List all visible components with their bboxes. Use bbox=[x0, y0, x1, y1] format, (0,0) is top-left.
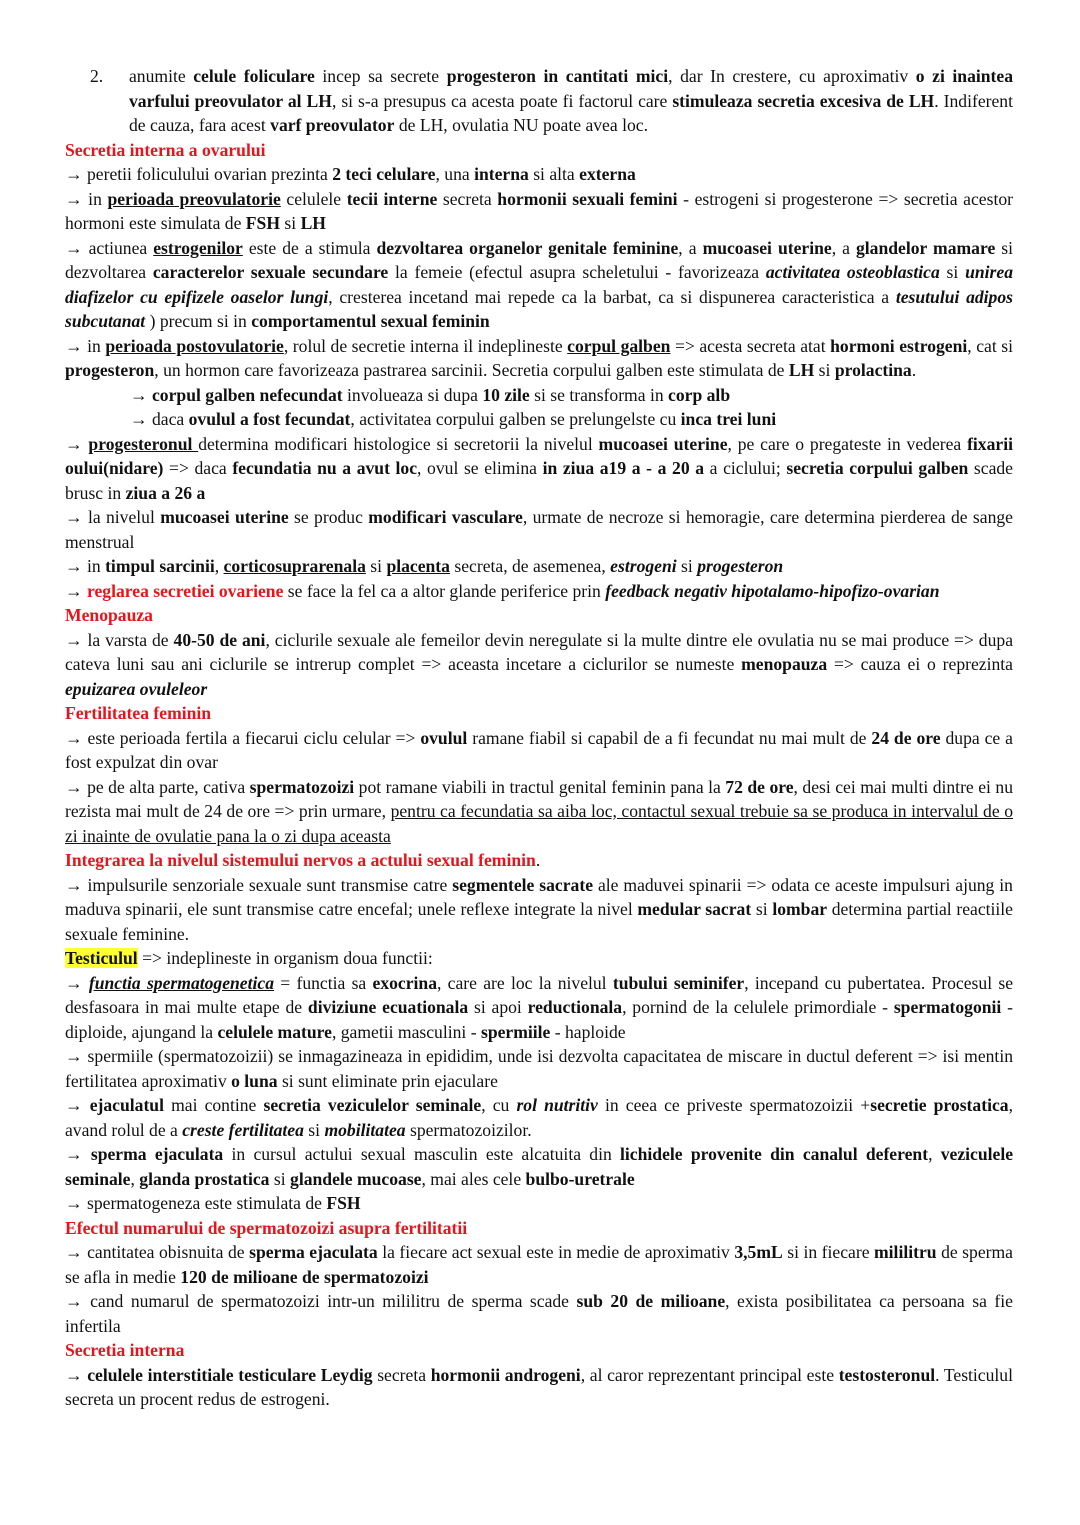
text-run: → cand numarul de spermatozoizi intr-un mililitru de sperma scade bbox=[65, 1291, 577, 1311]
emphasized-text: sperma ejaculata bbox=[90, 1144, 224, 1164]
text-run: => daca bbox=[163, 458, 233, 478]
text-run: , al caror reprezentant principal este bbox=[580, 1364, 839, 1385]
text-run: → este perioada fertila a fiecarui ciclu celular => bbox=[65, 727, 421, 748]
emphasized-text: veziculele seminale bbox=[65, 1144, 1014, 1189]
section-heading bbox=[65, 1216, 1013, 1241]
emphasized-text: spermiile bbox=[480, 1021, 551, 1042]
text-run: → daca bbox=[130, 409, 189, 429]
heading-text: Efectul numarului de spermatozoizi asupra fertilitatii bbox=[65, 1217, 468, 1238]
emphasized-text: bulbo-uretrale bbox=[525, 1168, 635, 1189]
emphasized-text: 120 de milioane de spermatozoizi bbox=[180, 1266, 429, 1287]
emphasized-text: secretie prostatica bbox=[870, 1095, 1009, 1115]
text-run: → bbox=[130, 384, 152, 405]
text-run: → bbox=[65, 972, 89, 993]
text-run: - diploide, ajungand la bbox=[65, 997, 1013, 1042]
emphasized-text: corp alb bbox=[668, 384, 731, 405]
emphasized-text: mililitru bbox=[874, 1242, 937, 1262]
paragraph bbox=[65, 505, 1013, 554]
text-run: incep sa secrete bbox=[314, 66, 447, 86]
emphasized-text: corpul galben bbox=[567, 335, 671, 356]
text-run: de sperma se afla in medie bbox=[65, 1242, 1013, 1287]
text-run: => acesta secreta atat bbox=[670, 335, 831, 356]
paragraph bbox=[65, 187, 1013, 236]
text-run: , a bbox=[831, 237, 856, 258]
emphasized-text: epuizarea ovuleleor bbox=[65, 678, 208, 699]
emphasized-text: glanda prostatica bbox=[139, 1168, 270, 1189]
text-run: , cresterea incetand mai repede ca la barbat, ca si dispunerea caracteristica a bbox=[328, 286, 896, 307]
emphasized-text: hormonii androgeni bbox=[430, 1364, 581, 1385]
emphasized-text: FSH bbox=[326, 1193, 361, 1213]
text-run: , avand rolul de a bbox=[65, 1095, 1013, 1140]
text-run: , urmate de necroze si hemoragie, care determina pierderea de sange menstrual bbox=[65, 507, 1013, 552]
paragraph bbox=[65, 383, 1013, 408]
emphasized-text: o luna bbox=[231, 1070, 278, 1091]
text-run: , cu bbox=[481, 1095, 517, 1115]
text-run: este de a stimula bbox=[242, 237, 377, 258]
text-run: secreta bbox=[372, 1364, 431, 1385]
emphasized-text: corpul galben nefecundat bbox=[152, 384, 343, 405]
emphasized-text: segmentele sacrate bbox=[452, 874, 594, 895]
text-run: mai contine bbox=[163, 1095, 264, 1115]
heading-text: Integrarea la nivelul sistemului nervos a actului sexual feminin bbox=[65, 850, 536, 870]
emphasized-text: varf preovulator bbox=[270, 115, 395, 135]
emphasized-text: testosteronul bbox=[838, 1364, 936, 1385]
numbered-item bbox=[65, 64, 1013, 138]
text-run: , ovul se elimina bbox=[417, 458, 543, 478]
text-run: → spermiile (spermatozoizii) se inmagazineaza in epididim, unde isi dezvolta capacitatea de miscare in ductul deferent => isi mentin fertilitatea aproximativ bbox=[65, 1046, 1013, 1091]
text-run: , dar In crestere, cu aproximativ bbox=[668, 66, 916, 86]
text-run: si apoi bbox=[468, 997, 528, 1017]
emphasized-text: dezvoltarea organelor genitale feminine bbox=[376, 237, 679, 258]
paragraph bbox=[65, 334, 1013, 383]
emphasized-text: ovulul a fost fecundat bbox=[188, 409, 351, 429]
text-run: involueaza si dupa bbox=[342, 384, 483, 405]
text-run: , rolul de secretie interna il indeplineste bbox=[283, 335, 568, 356]
emphasized-text: spermatozoizi bbox=[249, 776, 355, 797]
emphasized-text: fecundatia nu a avut loc bbox=[232, 458, 418, 478]
text-run: => indeplineste in organism doua functii: bbox=[137, 948, 433, 968]
text-run: , un hormon care favorizeaza pastrarea sarcinii. Secretia corpului galben este stimulata de bbox=[154, 360, 789, 380]
emphasized-text: LH bbox=[300, 213, 326, 233]
emphasized-text: tesutului adipos subcutanat bbox=[65, 286, 1013, 331]
paragraph bbox=[65, 432, 1013, 506]
text-run: , gametii masculini - bbox=[331, 1021, 481, 1042]
text-run: . bbox=[535, 850, 541, 870]
heading-text: Secretia interna bbox=[65, 1340, 185, 1360]
paragraph bbox=[65, 579, 1013, 604]
text-run: → in bbox=[65, 188, 108, 209]
text-run: → peretii foliculului ovarian prezinta bbox=[65, 164, 333, 184]
text-run: , pe care o pregateste in vederea bbox=[727, 433, 968, 454]
text-run: determina partial reactiile sexuale feminine. bbox=[65, 899, 1013, 944]
paragraph bbox=[65, 971, 1013, 1045]
paragraph bbox=[65, 1363, 1013, 1412]
emphasized-text: menopauza bbox=[741, 654, 828, 674]
emphasized-text: unirea diafizelor cu epifizele oaselor lungi bbox=[65, 262, 1013, 307]
emphasized-text: celulele interstitiale testiculare Leydig bbox=[87, 1364, 373, 1385]
text-run: anumite bbox=[129, 66, 194, 86]
emphasized-text: ejaculatul bbox=[89, 1095, 164, 1115]
text-run: , care are loc la nivelul bbox=[437, 972, 613, 993]
emphasized-text: medular sacrat bbox=[637, 899, 752, 919]
text-run: → in bbox=[65, 335, 106, 356]
text-run: , ciclurile sexuale ale femeilor devin neregulate si la multe dintre ele ovulatia nu se mai produce => dupa cateva luni sau ani ciclurile se intrerup complet => aceasta incetare a ciclurilor se numeste bbox=[65, 629, 1014, 674]
paragraph bbox=[65, 1240, 1013, 1289]
paragraph bbox=[65, 554, 1013, 579]
text-run: - haploide bbox=[550, 1021, 626, 1042]
emphasized-text: mucoasei uterine bbox=[160, 507, 289, 527]
text-run: , activitatea corpului galben se prelungelste cu bbox=[350, 409, 681, 429]
text-run: scade brusc in bbox=[65, 458, 1013, 503]
emphasized-text: exocrina bbox=[372, 972, 438, 993]
text-run: = functia sa bbox=[274, 972, 373, 993]
emphasized-text: glandelor mamare bbox=[855, 237, 996, 258]
text-run: se face la fel ca a altor glande periferice prin bbox=[283, 580, 606, 601]
text-run: secreta bbox=[437, 188, 498, 209]
emphasized-text: mobilitatea bbox=[324, 1119, 406, 1140]
text-run: ale maduvei spinarii => odata ce aceste impulsuri ajung in maduva spinarii, ele sunt transmise catre encefal; unele reflexe integrate la nivel bbox=[65, 874, 1013, 919]
emphasized-text: interna bbox=[474, 164, 529, 184]
text-run: , bbox=[130, 1168, 140, 1189]
section-heading bbox=[65, 138, 1013, 163]
emphasized-text: hormonii sexuali femini bbox=[497, 188, 678, 209]
text-run: → spermatogeneza este stimulata de bbox=[65, 1193, 327, 1213]
emphasized-text: feedback negativ hipotalamo-hipofizo-ovarian bbox=[605, 580, 940, 601]
emphasized-text: LH bbox=[788, 360, 815, 380]
section-heading bbox=[65, 848, 1013, 873]
paragraph bbox=[65, 726, 1013, 775]
text-run: → bbox=[65, 1144, 91, 1164]
emphasized-text: prolactina bbox=[834, 360, 912, 380]
text-run: determina modificari histologice si secretorii la nivelul bbox=[198, 433, 599, 454]
text-run: si bbox=[676, 556, 698, 576]
text-run: , si s-a presupus ca acesta poate fi factorul care bbox=[331, 90, 673, 111]
emphasized-text: placenta bbox=[386, 556, 450, 576]
text-run: , a bbox=[678, 237, 703, 258]
text-run: dupa ce a fost expulzat din ovar bbox=[65, 727, 1013, 772]
text-run: , bbox=[928, 1144, 941, 1164]
emphasized-text: tecii interne bbox=[346, 188, 438, 209]
text-run: si bbox=[303, 1119, 325, 1140]
text-run: si bbox=[814, 360, 835, 380]
text-run: . bbox=[911, 360, 917, 380]
emphasized-text: comportamentul sexual feminin bbox=[251, 311, 490, 331]
text-run: a ciclului; bbox=[704, 458, 787, 478]
text-run: si bbox=[269, 1168, 291, 1189]
emphasized-text: 3,5mL bbox=[734, 1242, 783, 1262]
text-run: → pe de alta parte, cativa bbox=[65, 776, 250, 797]
text-run: , pornind de la celulele primordiale - bbox=[622, 997, 894, 1017]
text-run: → la nivelul bbox=[65, 507, 161, 527]
paragraph bbox=[65, 628, 1013, 702]
paragraph bbox=[65, 236, 1013, 334]
text-run: . Testiculul secreta un procent redus de estrogeni. bbox=[65, 1364, 1013, 1409]
emphasized-text: hormoni estrogeni bbox=[830, 335, 968, 356]
text-run: , bbox=[214, 556, 224, 576]
emphasized-text: corticosuprarenala bbox=[223, 556, 366, 576]
text-run: → actiunea bbox=[65, 237, 154, 258]
emphasized-text: progesteron in cantitati mici bbox=[446, 66, 669, 86]
emphasized-text: secretia corpului galben bbox=[786, 458, 969, 478]
text-run: . Indiferent de cauza, fara acest bbox=[129, 90, 1013, 135]
emphasized-text: mucoasei uterine bbox=[702, 237, 832, 258]
text-run: → bbox=[65, 433, 89, 454]
text-run: => cauza ei o reprezinta bbox=[827, 654, 1013, 674]
emphasized-text: lombar bbox=[772, 899, 828, 919]
text-run: si bbox=[939, 262, 966, 282]
emphasized-text: perioada postovulatorie bbox=[105, 335, 284, 356]
paragraph bbox=[65, 873, 1013, 947]
emphasized-text: timpul sarcinii bbox=[105, 556, 215, 576]
text-run: → la varsta de bbox=[65, 629, 174, 650]
emphasized-text: ovulul bbox=[420, 727, 468, 748]
emphasized-text: functia spermatogenetica bbox=[88, 972, 275, 993]
emphasized-text: perioada preovulatorie bbox=[107, 188, 281, 209]
document-page bbox=[65, 64, 1013, 1412]
text-run: si in fiecare bbox=[782, 1242, 875, 1262]
section-heading bbox=[65, 603, 1013, 628]
emphasized-text: externa bbox=[579, 164, 636, 184]
emphasized-text: 2 teci celulare bbox=[332, 164, 436, 184]
emphasized-text: ziua a 26 a bbox=[125, 482, 206, 503]
paragraph bbox=[65, 162, 1013, 187]
emphasized-text: progesteronul bbox=[88, 433, 199, 454]
text-run: → impulsurile senzoriale sexuale sunt transmise catre bbox=[65, 874, 453, 895]
paragraph bbox=[65, 946, 1013, 971]
text-run: , desi cei mai multi dintre ei nu rezista mai mult de 24 de ore => prin urmare, bbox=[65, 776, 1013, 821]
section-heading bbox=[65, 1338, 1013, 1363]
emphasized-text: modificari vasculare bbox=[368, 507, 523, 527]
text-run: secreta, de asemenea, bbox=[449, 556, 611, 576]
text-run: si dezvoltarea bbox=[65, 237, 1014, 282]
text-run: la femeie (efectul asupra scheletului - favorizeaza bbox=[388, 262, 766, 282]
text-run: ramane fiabil si capabil de a fi fecundat nu mai mult de bbox=[467, 727, 872, 748]
text-run: , incepand cu pubertatea. Procesul se desfasoara in mai multe etape de bbox=[65, 972, 1014, 1017]
emphasized-text: sub 20 de milioane bbox=[576, 1291, 726, 1311]
highlighted-term: Testiculul bbox=[65, 948, 138, 968]
paragraph bbox=[65, 1093, 1013, 1142]
emphasized-text: reductionala bbox=[527, 997, 623, 1017]
emphasized-text: glandele mucoase bbox=[290, 1168, 422, 1189]
text-run: celulele bbox=[280, 188, 347, 209]
paragraph bbox=[65, 407, 1013, 432]
heading-text: Secretia interna a ovarului bbox=[65, 139, 266, 160]
text-run: → in bbox=[65, 556, 106, 576]
emphasized-text: 40-50 de ani bbox=[173, 629, 266, 650]
text-run: in ceea ce priveste spermatozoizii + bbox=[597, 1095, 871, 1115]
emphasized-text: caracterelor sexuale secundare bbox=[152, 262, 389, 282]
text-run: → cantitatea obisnuita de bbox=[65, 1242, 250, 1262]
text-run: si bbox=[280, 213, 301, 233]
emphasized-text: progesteron bbox=[697, 556, 784, 576]
paragraph bbox=[65, 1191, 1013, 1216]
emphasized-text: fixarii oului(nidare) bbox=[65, 433, 1013, 478]
emphasized-text: inca trei luni bbox=[680, 409, 777, 429]
text-run: , mai ales cele bbox=[421, 1168, 526, 1189]
text-run: si bbox=[751, 899, 773, 919]
text-run: la fiecare act sexual este in medie de aproximativ bbox=[377, 1242, 735, 1262]
text-run: , una bbox=[435, 164, 475, 184]
text-run: se produc bbox=[288, 507, 369, 527]
text-run: → bbox=[65, 1095, 90, 1115]
emphasized-text: 24 de ore bbox=[871, 727, 941, 748]
text-run: spermatozoizilor. bbox=[405, 1119, 532, 1140]
section-heading bbox=[65, 701, 1013, 726]
emphasized-text: mucoasei uterine bbox=[598, 433, 728, 454]
emphasized-text: in ziua a19 a - a 20 a bbox=[542, 458, 705, 478]
heading-text: Fertilitatea feminin bbox=[65, 703, 212, 723]
emphasized-text: diviziune ecuationala bbox=[307, 997, 469, 1017]
emphasized-text: creste fertilitatea bbox=[182, 1119, 304, 1140]
emphasized-text: activitatea osteoblastica bbox=[765, 262, 940, 282]
emphasized-text: lichidele provenite din canalul deferent bbox=[620, 1144, 929, 1164]
paragraph bbox=[65, 1289, 1013, 1338]
emphasized-text: pentru ca fecundatia sa aiba loc, contactul sexual trebuie sa se produca in intervalul de o zi inainte de ovulatie pana la o zi dupa aceasta bbox=[65, 801, 1013, 846]
emphasized-text: celule foliculare bbox=[193, 66, 315, 86]
paragraph bbox=[65, 775, 1013, 849]
text-run: in cursul actului sexual masculin este alcatuita din bbox=[223, 1144, 621, 1164]
text-run: , exista posibilitatea ca persoana sa fie infertila bbox=[65, 1291, 1013, 1336]
text-run: si bbox=[365, 556, 387, 576]
emphasized-text: rol nutritiv bbox=[516, 1095, 598, 1115]
emphasized-text: o zi inaintea varfului preovulator al LH bbox=[129, 66, 1014, 111]
emphasized-text: 72 de ore bbox=[725, 776, 794, 797]
emphasized-text: estrogeni bbox=[610, 556, 677, 576]
text-run: → bbox=[65, 580, 87, 601]
text-run: , cat si bbox=[967, 335, 1013, 356]
paragraph bbox=[65, 1142, 1013, 1191]
emphasized-text: 10 zile bbox=[482, 384, 530, 405]
emphasized-text: FSH bbox=[245, 213, 281, 233]
emphasized-text: sperma ejaculata bbox=[249, 1242, 378, 1262]
text-run: si se transforma in bbox=[529, 384, 669, 405]
emphasized-text: secretia veziculelor seminale bbox=[263, 1095, 482, 1115]
emphasized-text: celulele mature bbox=[217, 1021, 332, 1042]
text-run: pot ramane viabili in tractul genital feminin pana la bbox=[354, 776, 726, 797]
emphasized-text: spermatogonii bbox=[893, 997, 1002, 1017]
text-run: de LH, ovulatia NU poate avea loc. bbox=[394, 115, 648, 135]
emphasized-text: progesteron bbox=[65, 360, 155, 380]
text-run: si sunt eliminate prin ejaculare bbox=[277, 1070, 498, 1091]
text-run: ) precum si in bbox=[145, 311, 252, 331]
text-run: - estrogeni si progesterone => secretia acestor hormoni este simulata de bbox=[65, 188, 1013, 233]
paragraph bbox=[65, 1044, 1013, 1093]
item-number: 2. bbox=[90, 66, 104, 86]
emphasized-text: tubului seminifer bbox=[612, 972, 745, 993]
text-run: si alta bbox=[528, 164, 580, 184]
heading-text: Menopauza bbox=[65, 605, 153, 625]
emphasized-text: stimuleaza secretia excesiva de LH bbox=[672, 90, 935, 111]
emphasized-text: estrogenilor bbox=[153, 237, 243, 258]
heading-text: reglarea secretiei ovariene bbox=[87, 580, 284, 601]
text-run: → bbox=[65, 1364, 88, 1385]
